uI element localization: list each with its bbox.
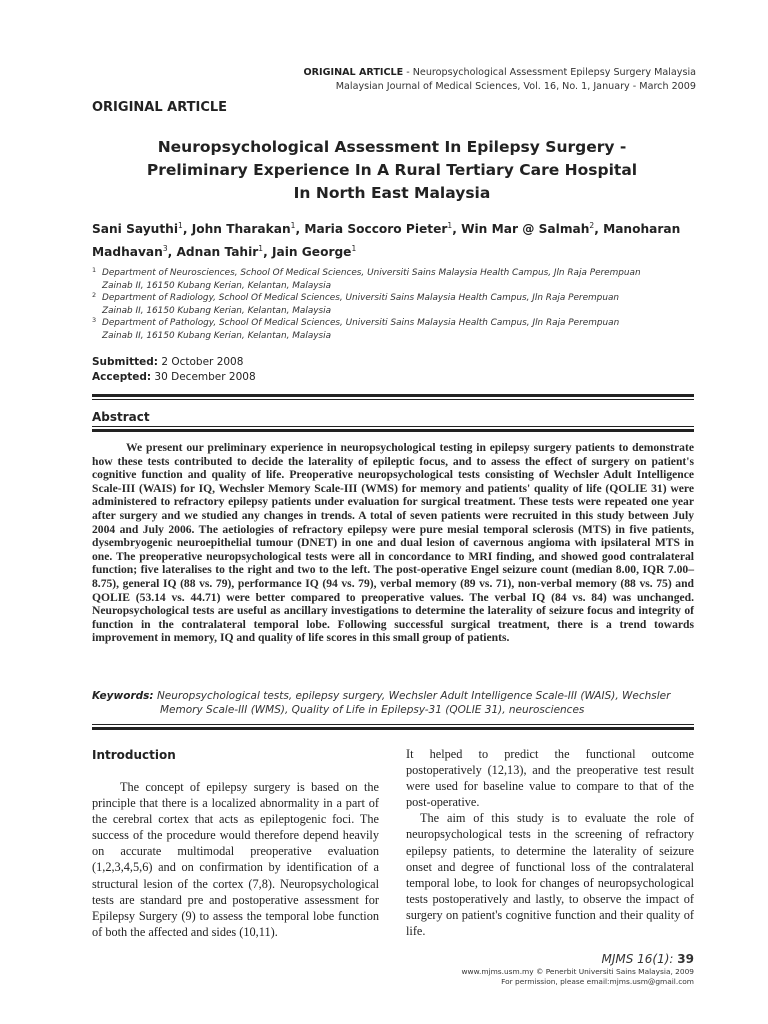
affiliations	[92, 267, 702, 343]
author-name: Manoharan Madhavan	[92, 222, 681, 260]
submitted-date	[92, 355, 256, 370]
abstract-text: We present our preliminary experience in neuropsychological testing in epilepsy surgery patients to demonstrate how these tests contributed to decide the laterality of epileptic focus, and to assess the effect of surgery on patient's cognitive function and quality of life. Preoperative neuropsychological tests consisting of Wechsler Adult Intelligence Scale-III (WAIS) for IQ, Wechsler Memory Scale-III (WMS) for memory and patients' quality of life (QOLIE 31) were administered to refractory epilepsy patients under evaluation for surgical treatment. These tests were repeated one year after surgery and we studied any changes in trends. A total of seven patients were recruited in this study between July 2004 and July 2006. The aetiologies of refractory epilepsy were pure mesial temporal sclerosis (MTS) in five patients, dysembryogenic neuroepithelial tumour (DNET) in one and dual lesion of cavernous angioma with ipsilateral MTS in one. The preoperative neuropsychological tests were all in concordance to MRI finding, and showed good contralateral function; five lateralises to the right and two to the left. The post-operative Engel seizure count (median 8.00, IQR 7.00–8.75), general IQ (88 vs. 79), performance IQ (94 vs. 79), verbal memory (89 vs. 71), non-verbal memory (88 vs. 75) and QOLIE (53.14 vs. 44.71) were better compared to preoperative values. The verbal IQ (84 vs. 84) was unchanged. Neuropsychological tests are useful as ancillary investigations to determine the laterality of seizure focus and integrity of function in the contralateral temporal lobe. Following successful surgical treatment, there is a trend towards improvement in memory, IQ and quality of life scores in this small group of patients.	[92, 441, 694, 645]
page-footer	[462, 952, 694, 986]
affiliation-line: Zainab II, 16150 Kubang Kerian, Kelantan, Malaysia	[102, 330, 332, 341]
affiliation-number: 2	[92, 291, 97, 300]
author	[176, 245, 271, 259]
affiliation-line: Department of Neurosciences, School Of Medical Sciences, Universiti Sains Malaysia Health Campus, Jln Raja Perempuan	[102, 268, 641, 278]
section-label: ORIGINAL ARTICLE	[92, 100, 228, 115]
author-separator: ,	[295, 222, 305, 237]
divider-thick	[92, 429, 694, 432]
affiliation-3	[92, 317, 702, 342]
author-affiliation-number: 2	[589, 221, 595, 230]
divider-thin	[92, 426, 694, 427]
author-name: Win Mar @ Salmah	[461, 222, 590, 237]
author	[92, 222, 192, 236]
copyright-line: www.mjms.usm.my © Penerbit Universiti Sains Malaysia, 2009	[461, 967, 694, 976]
author-separator: ,	[182, 222, 192, 237]
footer-issue: 16(1):	[633, 952, 678, 966]
affiliation-1	[92, 267, 702, 292]
author-name: Maria Soccoro Pieter	[304, 222, 448, 237]
footer-journal: MJMS	[601, 952, 634, 966]
author-affiliation-number: 1	[447, 221, 453, 230]
author-list	[92, 216, 702, 262]
running-header-label: ORIGINAL ARTICLE	[303, 67, 404, 78]
running-header	[304, 66, 696, 94]
running-header-separator: -	[403, 67, 413, 78]
introduction-paragraph-3: The aim of this study is to evaluate the role of neuropsychological tests in the screening of refractory epilepsy patients, to determine the laterality of seizure onset and degree of functional loss of the contralateral temporal lobe, to look for changes of neuropsychological tests postoperatively and lastly, to observe the impact of surgery on patient's cognitive function and their quality of life.	[406, 811, 694, 939]
author-separator: ,	[263, 245, 272, 260]
keywords-label: Keywords:	[92, 690, 154, 702]
submitted-label: Submitted:	[92, 356, 158, 368]
author	[461, 222, 603, 236]
submitted-value: 2 October 2008	[161, 356, 244, 368]
abstract-heading: Abstract	[92, 410, 150, 424]
author-affiliation-number: 3	[162, 244, 168, 254]
page-number-line	[462, 952, 694, 967]
keywords-line-1: Neuropsychological tests, epilepsy surgery, Wechsler Adult Intelligence Scale-III (WAIS), Wechsler	[156, 690, 671, 702]
running-header-journal: Malaysian Journal of Medical Sciences, Vol. 16, No. 1, January - March 2009	[335, 81, 696, 92]
divider-thin	[92, 724, 694, 725]
title-line-3: In North East Malaysia	[293, 184, 491, 202]
author-name: Adnan Tahir	[176, 245, 259, 260]
introduction-paragraph-2: It helped to predict the functional outcome postoperatively (12,13), and the preoperative test result were used for baseline value to compare to that of the post-operative.	[406, 747, 694, 810]
author-separator: ,	[167, 245, 177, 260]
title-line-1: Neuropsychological Assessment In Epilepsy Surgery -	[157, 138, 627, 156]
introduction-right-column	[406, 746, 694, 939]
abstract-body	[92, 441, 694, 645]
page-number: 39	[677, 952, 694, 966]
author-affiliation-number: 1	[290, 221, 296, 230]
author-name: Sani Sayuthi	[92, 222, 179, 237]
divider-thin	[92, 399, 694, 400]
keywords	[92, 689, 694, 717]
article-title	[92, 136, 692, 205]
affiliation-line: Zainab II, 16150 Kubang Kerian, Kelantan, Malaysia	[102, 280, 332, 291]
permission-line: For permission, please email:mjms.usm@gmail.com	[501, 976, 694, 986]
introduction-left-column	[92, 779, 379, 940]
affiliation-number: 3	[92, 316, 97, 325]
divider-thick	[92, 727, 694, 730]
author-separator: ,	[452, 222, 462, 237]
author-affiliation-number: 1	[351, 244, 357, 254]
running-header-short-title: Neuropsychological Assessment Epilepsy Surgery Malaysia	[412, 67, 696, 78]
author	[272, 245, 356, 259]
title-line-2: Preliminary Experience In A Rural Tertiary Care Hospital	[146, 161, 638, 179]
author	[304, 222, 461, 236]
affiliation-number: 1	[92, 266, 97, 274]
affiliation-2	[92, 292, 702, 317]
affiliation-line: Zainab II, 16150 Kubang Kerian, Kelantan, Malaysia	[102, 305, 332, 316]
introduction-heading: Introduction	[92, 748, 176, 762]
accepted-value: 30 December 2008	[154, 371, 256, 383]
introduction-paragraph-1: The concept of epilepsy surgery is based on the principle that there is a localized abnormality in a part of the cerebral cortex that acts as epileptogenic foci. The success of the procedure would therefore depend heavily on accurate multimodal preoperative evaluation (1,2,3,4,5,6) and on confirmation by identification of a structural lesion of the cortex (7,8). Neuropsychological tests are standard pre and postoperative assessment for Epilepsy Surgery (9) to assess the temporal lobe function of both the affected and sides (10,11).	[92, 780, 379, 939]
divider-thick	[92, 394, 694, 397]
affiliation-line: Department of Pathology, School Of Medical Sciences, Universiti Sains Malaysia Health Campus, Jln Raja Perempuan	[102, 318, 620, 329]
author-name: Jain George	[271, 245, 352, 260]
affiliation-line: Department of Radiology, School Of Medical Sciences, Universiti Sains Malaysia Health Campus, Jln Raja Perempuan	[102, 293, 620, 304]
author-affiliation-number: 1	[258, 244, 264, 254]
author-affiliation-number: 1	[178, 221, 183, 230]
submission-dates	[92, 355, 256, 385]
author-separator: ,	[594, 222, 604, 237]
author	[192, 222, 305, 236]
author-name: John Tharakan	[191, 222, 291, 237]
accepted-date	[92, 370, 256, 385]
accepted-label: Accepted:	[92, 371, 152, 383]
keywords-line-2: Memory Scale-III (WMS), Quality of Life in Epilepsy-31 (QOLIE 31), neurosciences	[160, 704, 585, 716]
